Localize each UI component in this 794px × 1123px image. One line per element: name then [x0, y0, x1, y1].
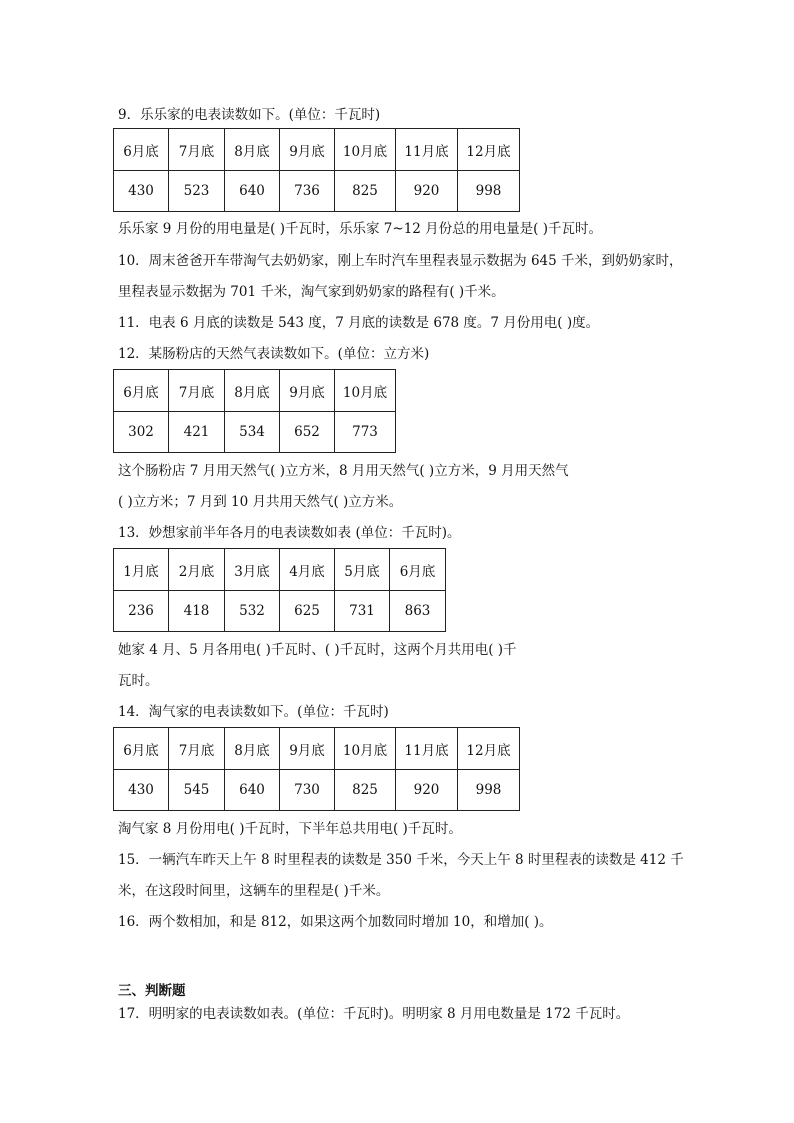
table-cell: 6月底 — [114, 129, 169, 171]
table-cell: 523 — [169, 171, 225, 212]
table-cell: 12月底 — [458, 129, 520, 171]
q12-title: 12．某肠粉店的天然气表读数如下。(单位：立方米) — [118, 346, 430, 362]
table-cell: 545 — [169, 770, 225, 811]
section-heading: 三、判断题 — [118, 983, 186, 999]
q12-line1: 这个肠粉店 7 月用天然气( )立方米，8 月用天然气( )立方米，9 月用天然气 — [118, 463, 569, 479]
table-cell: 773 — [335, 412, 396, 453]
table-cell: 6月底 — [114, 370, 169, 412]
table-cell: 1月底 — [114, 549, 169, 591]
table-cell: 11月底 — [396, 129, 458, 171]
table-cell: 10月底 — [335, 728, 396, 770]
table-cell: 7月底 — [169, 370, 225, 412]
table-cell: 10月底 — [335, 370, 396, 412]
table-cell: 10月底 — [335, 129, 396, 171]
table-header-row — [114, 129, 520, 171]
q17-text: 17．明明家的电表读数如表。(单位：千瓦时)。明明家 8 月用电数量是 172 千瓦时。 — [118, 1006, 630, 1022]
table-cell: 532 — [225, 591, 280, 632]
table-cell: 418 — [169, 591, 225, 632]
table-cell: 730 — [280, 770, 335, 811]
table-row — [114, 412, 396, 453]
table-cell: 625 — [280, 591, 335, 632]
table-cell: 7月底 — [169, 728, 225, 770]
table-cell: 236 — [114, 591, 169, 632]
q9-title: 9．乐乐家的电表读数如下。(单位：千瓦时) — [118, 107, 381, 123]
table-row — [114, 770, 520, 811]
table-cell: 7月底 — [169, 129, 225, 171]
table-cell: 12月底 — [458, 728, 520, 770]
table-cell: 652 — [280, 412, 335, 453]
table-cell: 534 — [225, 412, 280, 453]
table-cell: 6月底 — [114, 728, 169, 770]
table-cell: 825 — [335, 770, 396, 811]
table-header-row — [114, 728, 520, 770]
table-cell: 825 — [335, 171, 396, 212]
q9-answer: 乐乐家 9 月份的用电量是( )千瓦时，乐乐家 7~12 月份总的用电量是( )千瓦时。 — [118, 221, 602, 237]
q10-line2: 里程表显示数据为 701 千米，淘气家到奶奶家的路程有( )千米。 — [118, 284, 505, 300]
q15-line2: 米，在这段时间里，这辆车的里程是( )千米。 — [118, 883, 390, 899]
table-cell: 920 — [396, 171, 458, 212]
table-cell: 998 — [458, 770, 520, 811]
q10-line1: 10．周末爸爸开车带淘气去奶奶家，刚上车时汽车里程表显示数据为 645 千米，到奶奶家时， — [118, 253, 683, 269]
table-cell: 8月底 — [225, 370, 280, 412]
table-cell: 9月底 — [280, 129, 335, 171]
table-header-row — [114, 370, 396, 412]
q13-title: 13．妙想家前半年各月的电表读数如表 (单位：千瓦时)。 — [118, 525, 461, 541]
q12-table — [113, 369, 396, 453]
table-row — [114, 171, 520, 212]
table-cell: 302 — [114, 412, 169, 453]
table-cell: 731 — [335, 591, 390, 632]
q15-line1: 15．一辆汽车昨天上午 8 时里程表的读数是 350 千米，今天上午 8 时里程表的读数是 412 千 — [118, 852, 684, 868]
table-cell: 421 — [169, 412, 225, 453]
table-cell: 736 — [280, 171, 335, 212]
q13-line2: 瓦时。 — [118, 673, 159, 689]
q13-table — [113, 548, 446, 632]
table-cell: 5月底 — [335, 549, 390, 591]
q14-table — [113, 727, 520, 811]
table-cell: 9月底 — [280, 728, 335, 770]
table-cell: 8月底 — [225, 728, 280, 770]
table-cell: 863 — [390, 591, 446, 632]
q14-title: 14．淘气家的电表读数如下。(单位：千瓦时) — [118, 704, 389, 720]
table-cell: 11月底 — [396, 728, 458, 770]
table-cell: 998 — [458, 171, 520, 212]
table-cell: 3月底 — [225, 549, 280, 591]
table-cell: 640 — [225, 770, 280, 811]
table-cell: 6月底 — [390, 549, 446, 591]
table-cell: 920 — [396, 770, 458, 811]
q16-text: 16．两个数相加，和是 812，如果这两个加数同时增加 10，和增加( )。 — [118, 914, 553, 930]
table-cell: 9月底 — [280, 370, 335, 412]
table-row — [114, 591, 446, 632]
table-cell: 2月底 — [169, 549, 225, 591]
table-cell: 8月底 — [225, 129, 280, 171]
table-cell: 4月底 — [280, 549, 335, 591]
q12-line2: ( )立方米；7 月到 10 月共用天然气( )立方米。 — [118, 494, 403, 510]
q14-answer: 淘气家 8 月份用电( )千瓦时，下半年总共用电( )千瓦时。 — [118, 821, 462, 837]
q11-text: 11．电表 6 月底的读数是 543 度，7 月底的读数是 678 度。7 月份用电( )度。 — [118, 315, 600, 331]
table-cell: 430 — [114, 171, 169, 212]
q13-line1: 她家 4 月、5 月各用电( )千瓦时、( )千瓦时，这两个月共用电( )千 — [118, 642, 517, 658]
table-cell: 640 — [225, 171, 280, 212]
table-header-row — [114, 549, 446, 591]
q9-table — [113, 128, 520, 212]
table-cell: 430 — [114, 770, 169, 811]
